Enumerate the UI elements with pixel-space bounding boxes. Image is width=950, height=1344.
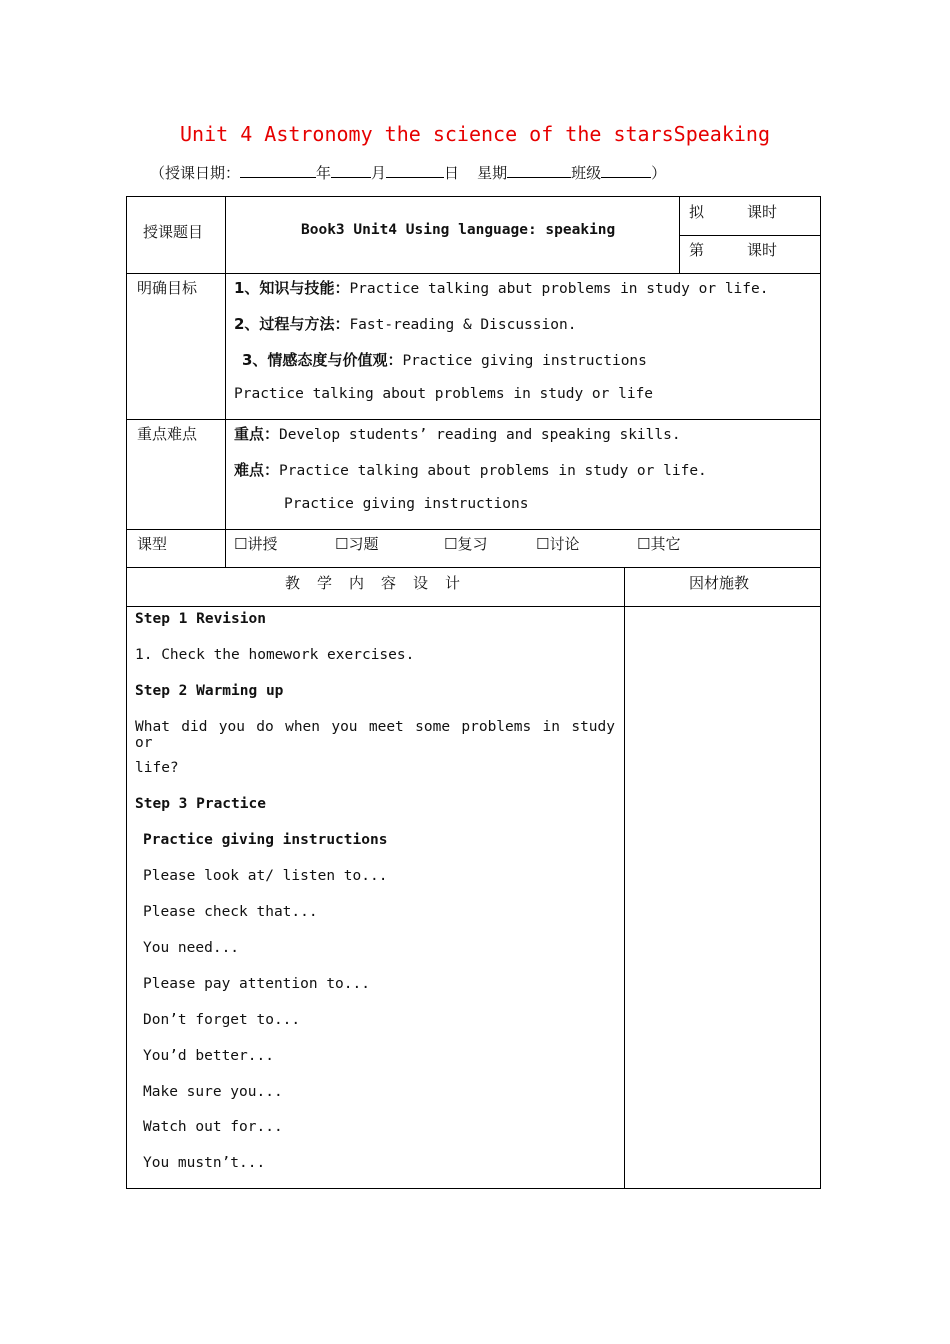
step2-question-line1: What did you do when you meet some problems in study or — [135, 719, 615, 751]
goal-3: 3、情感态度与价值观：Practice giving instructions — [242, 351, 647, 369]
date-blank-week[interactable] — [507, 163, 571, 178]
topic-value: Book3 Unit4 Using language: speaking — [301, 222, 616, 238]
step1-item: 1. Check the homework exercises. — [135, 647, 415, 663]
adapt-header: 因材施教 — [689, 574, 750, 592]
rule-h-4 — [127, 567, 821, 568]
lesson-type-review[interactable]: ☐复习 — [444, 535, 488, 553]
rule-h-1 — [127, 273, 821, 274]
date-blank-year[interactable] — [240, 163, 316, 178]
rule-h-2 — [127, 419, 821, 420]
phrase-item: You need... — [143, 940, 240, 956]
step3-heading: Step 3 Practice — [135, 796, 266, 812]
week-label: 星期 — [477, 164, 508, 182]
lesson-type-other[interactable]: ☐其它 — [637, 535, 681, 553]
seq-label: 第 — [689, 241, 705, 259]
phrase-item: You mustn’t... — [143, 1155, 266, 1171]
rule-v-label — [225, 197, 226, 568]
phrase-item: You’d better... — [143, 1048, 274, 1064]
content-design-header: 教 学 内 容 设 计 — [285, 574, 462, 592]
lesson-type-label: 课型 — [137, 535, 168, 553]
date-blank-month[interactable] — [331, 163, 371, 178]
rule-h-3 — [127, 529, 821, 530]
keypoint-2: 难点：Practice talking about problems in study or life. — [234, 461, 707, 479]
lesson-type-lecture[interactable]: ☐讲授 — [234, 535, 278, 553]
step2-heading: Step 2 Warming up — [135, 683, 284, 699]
class-label: 班级 — [571, 164, 602, 182]
rule-h-5 — [127, 606, 821, 607]
phrase-item: Watch out for... — [143, 1119, 283, 1135]
plan-label: 拟 — [689, 203, 705, 221]
goal-1: 1、知识与技能：Practice talking abut problems in study or life. — [234, 279, 769, 297]
date-blank-day[interactable] — [386, 163, 444, 178]
keypoints-label: 重点难点 — [137, 425, 198, 443]
plan-unit: 课时 — [747, 203, 778, 221]
step2-question-line2: life? — [135, 760, 179, 776]
goal-2: 2、过程与方法：Fast-reading & Discussion. — [234, 315, 577, 333]
year-label: 年 — [316, 164, 332, 182]
keypoint-3: Practice giving instructions — [284, 496, 529, 512]
lesson-type-exercise[interactable]: ☐习题 — [335, 535, 379, 553]
seq-unit: 课时 — [747, 241, 778, 259]
day-label: 日 — [444, 164, 460, 182]
date-label: （授课日期： — [150, 164, 241, 182]
rule-h-plan — [679, 235, 821, 236]
lesson-type-discussion[interactable]: ☐讨论 — [536, 535, 580, 553]
date-blank-class[interactable] — [601, 163, 651, 178]
rule-v-plan — [679, 197, 680, 274]
date-close: ） — [651, 164, 667, 182]
page-title: Unit 4 Astronomy the science of the starsSpeaking — [179, 122, 770, 146]
step1-heading: Step 1 Revision — [135, 611, 266, 627]
phrase-item: Please check that... — [143, 904, 318, 920]
keypoint-1: 重点：Develop students’ reading and speaking skills. — [234, 425, 681, 443]
step3-subheading: Practice giving instructions — [143, 832, 388, 848]
month-label: 月 — [371, 164, 387, 182]
topic-label: 授课题目 — [143, 223, 204, 241]
goal-4: Practice talking about problems in study or life — [234, 386, 654, 402]
goals-label: 明确目标 — [137, 279, 198, 297]
phrase-item: Make sure you... — [143, 1084, 283, 1100]
date-line — [150, 162, 666, 183]
rule-v-adapt — [624, 568, 625, 1189]
phrase-item: Don’t forget to... — [143, 1012, 301, 1028]
lesson-plan-table — [126, 196, 821, 1189]
phrase-item: Please pay attention to... — [143, 976, 370, 992]
phrase-item: Please look at/ listen to... — [143, 868, 388, 884]
